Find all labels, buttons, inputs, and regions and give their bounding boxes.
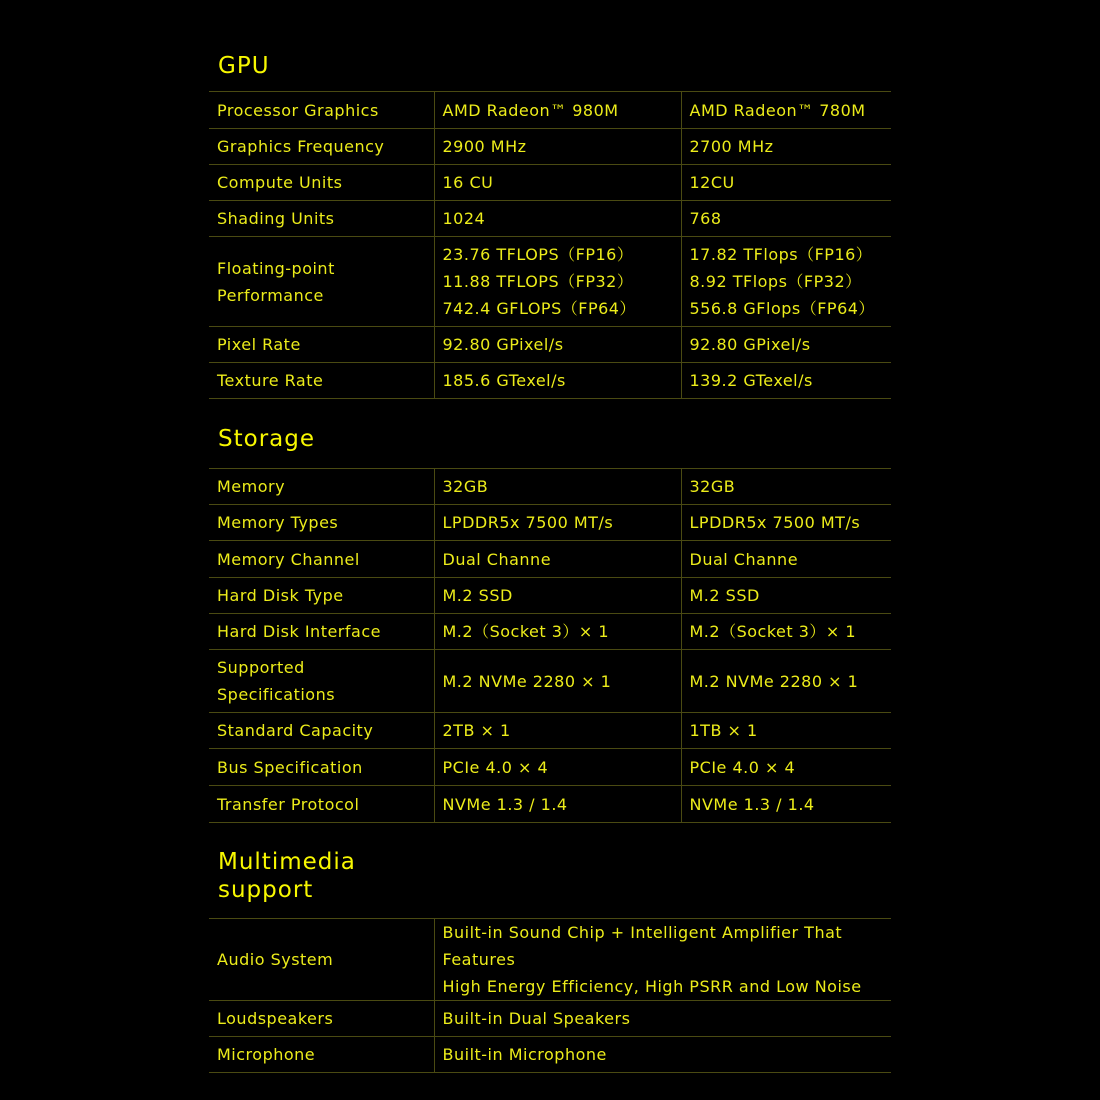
spec-value-model-b: PCIe 4.0 × 4 [681,749,891,786]
table-row [209,237,891,327]
spec-label: Compute Units [209,165,434,201]
spec-label: Hard Disk Interface [209,614,434,650]
spec-value-model-a: NVMe 1.3 / 1.4 [434,786,681,823]
spec-value-model-b: NVMe 1.3 / 1.4 [681,786,891,823]
multimedia-section-title [218,848,356,904]
spec-value-model-a: 16 CU [434,165,681,201]
gpu-section-title: GPU [218,53,270,79]
spec-value: Built-in Microphone [434,1037,891,1073]
spec-value-model-b: 92.80 GPixel/s [681,327,891,363]
spec-value [434,919,891,1001]
spec-value-line: 556.8 GFlops（FP64） [689,299,875,318]
table-row [209,165,891,201]
spec-label: Graphics Frequency [209,129,434,165]
spec-value-model-a: M.2 SSD [434,578,681,614]
spec-label: Texture Rate [209,363,434,399]
spec-value-model-a: PCIe 4.0 × 4 [434,749,681,786]
spec-value-model-b: LPDDR5x 7500 MT/s [681,505,891,541]
table-row [209,469,891,505]
spec-value-model-a: M.2（Socket 3）× 1 [434,614,681,650]
spec-value-model-a: 92.80 GPixel/s [434,327,681,363]
spec-label: Pixel Rate [209,327,434,363]
spec-value-model-b: 139.2 GTexel/s [681,363,891,399]
table-row [209,1001,891,1037]
spec-label: Processor Graphics [209,92,434,129]
spec-value-line: 8.92 TFlops（FP32） [689,272,862,291]
multimedia-spec-table [209,918,891,1073]
spec-value-line: Built-in Sound Chip + Intelligent Amplifier That Features [442,923,843,969]
table-row [209,363,891,399]
table-row [209,92,891,129]
spec-value: Built-in Dual Speakers [434,1001,891,1037]
table-row [209,786,891,823]
gpu-spec-table [209,91,891,399]
table-row [209,650,891,713]
spec-value-model-b: AMD Radeon™ 780M [681,92,891,129]
spec-value-line: High Energy Efficiency, High PSRR and Low Noise [442,977,862,996]
spec-value-line: 23.76 TFLOPS（FP16） [442,245,634,264]
table-row [209,1037,891,1073]
spec-value-model-a: 32GB [434,469,681,505]
spec-value-model-b: M.2 NVMe 2280 × 1 [681,650,891,713]
multimedia-title-line: Multimedia [218,849,356,875]
spec-value-line: 11.88 TFLOPS（FP32） [442,272,634,291]
spec-value-model-a: M.2 NVMe 2280 × 1 [434,650,681,713]
table-row [209,919,891,1001]
table-row [209,505,891,541]
spec-value-model-a: LPDDR5x 7500 MT/s [434,505,681,541]
table-row [209,749,891,786]
spec-value-model-a: AMD Radeon™ 980M [434,92,681,129]
spec-label: Shading Units [209,201,434,237]
spec-label [209,650,434,713]
spec-value-model-b: 768 [681,201,891,237]
table-row [209,713,891,749]
spec-value-line: 742.4 GFLOPS（FP64） [442,299,636,318]
spec-label: Loudspeakers [209,1001,434,1037]
spec-label-line: Supported [217,658,305,677]
storage-spec-table [209,468,891,823]
spec-value-model-a: Dual Channe [434,541,681,578]
spec-value-model-a [434,237,681,327]
spec-value-model-b: Dual Channe [681,541,891,578]
spec-value-line: 17.82 TFlops（FP16） [689,245,873,264]
spec-label: Memory [209,469,434,505]
table-row [209,541,891,578]
spec-label: Memory Channel [209,541,434,578]
spec-label [209,237,434,327]
spec-label: Standard Capacity [209,713,434,749]
spec-value-model-b: M.2 SSD [681,578,891,614]
spec-value-model-b: 1TB × 1 [681,713,891,749]
spec-value-model-b: 2700 MHz [681,129,891,165]
spec-value-model-a: 185.6 GTexel/s [434,363,681,399]
spec-label: Audio System [209,919,434,1001]
spec-label: Bus Specification [209,749,434,786]
spec-value-model-a: 1024 [434,201,681,237]
table-row [209,578,891,614]
spec-value-model-b: M.2（Socket 3）× 1 [681,614,891,650]
table-row [209,201,891,237]
storage-section-title: Storage [218,426,315,452]
spec-label: Memory Types [209,505,434,541]
spec-value-model-b: 12CU [681,165,891,201]
spec-label-line: Floating-point [217,258,335,278]
spec-label-line: Specifications [217,685,336,704]
spec-value-model-b [681,237,891,327]
multimedia-title-line: support [218,877,314,903]
table-row [209,614,891,650]
table-row [209,327,891,363]
table-row [209,129,891,165]
spec-label: Transfer Protocol [209,786,434,823]
spec-value-model-a: 2900 MHz [434,129,681,165]
spec-value-model-b: 32GB [681,469,891,505]
spec-label: Microphone [209,1037,434,1073]
spec-value-model-a: 2TB × 1 [434,713,681,749]
spec-label-line: Performance [217,285,324,305]
spec-label: Hard Disk Type [209,578,434,614]
